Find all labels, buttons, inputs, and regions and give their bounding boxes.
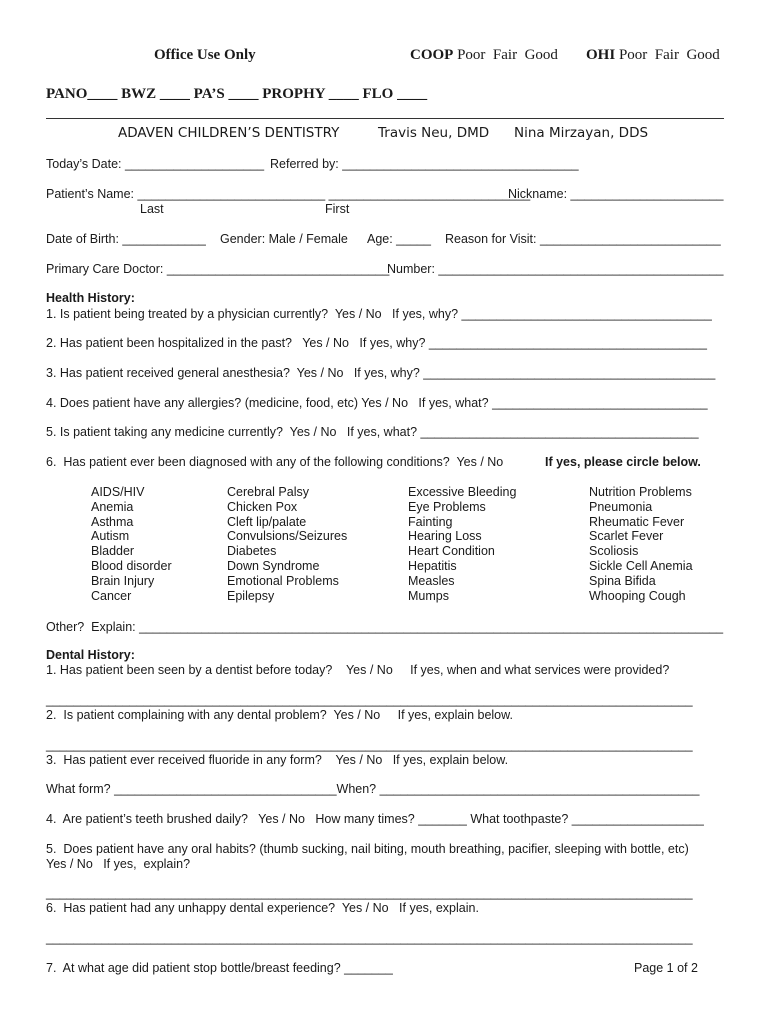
dob-field[interactable]: Date of Birth: ____________ (46, 232, 206, 246)
dental-history-heading: Dental History: (46, 648, 135, 662)
conditions-column-2 (227, 485, 347, 603)
conditions-column-1 (91, 485, 172, 603)
condition-item[interactable]: Cancer (91, 588, 132, 603)
answer-line[interactable]: _____________________________________________________________________________________________ (46, 886, 693, 900)
conditions-column-4 (589, 485, 693, 603)
condition-item[interactable]: Cerebral Palsy (227, 485, 309, 499)
dental-question-1[interactable]: 1. Has patient been seen by a dentist before today? Yes / No If yes, when and what services were provided? (46, 663, 670, 677)
dental-question-6[interactable]: 6. Has patient had any unhappy dental experience? Yes / No If yes, explain. (46, 901, 479, 915)
condition-item[interactable]: Chicken Pox (227, 499, 298, 514)
dental-question-4[interactable]: 4. Are patient’s teeth brushed daily? Yes / No How many times? _______ What toothpaste? ___________________ (46, 812, 704, 826)
health-history-heading: Health History: (46, 291, 135, 305)
other-explain-field[interactable]: Other? Explain: ____________________________________________________________________________________ (46, 620, 724, 634)
condition-item[interactable]: Nutrition Problems (589, 485, 692, 499)
conditions-column-3 (408, 485, 516, 603)
office-use-title: Office Use Only (154, 47, 256, 63)
page-number: Page 1 of 2 (634, 961, 698, 975)
dental-question-7[interactable]: 7. At what age did patient stop bottle/breast feeding? _______ (46, 961, 393, 975)
phone-number-field[interactable]: Number: _________________________________________ (387, 262, 724, 276)
condition-item[interactable]: Hearing Loss (408, 529, 482, 544)
answer-line[interactable]: _____________________________________________________________________________________________ (46, 738, 693, 752)
coop-label: COOP (410, 47, 454, 63)
condition-item[interactable]: Bladder (91, 544, 135, 559)
doctor-1: Travis Neu, DMD (378, 125, 490, 141)
condition-item[interactable]: Down Syndrome (227, 558, 320, 573)
condition-item[interactable]: Convulsions/Seizures (227, 529, 348, 544)
gender-field[interactable]: Gender: Male / Female (220, 232, 348, 246)
condition-item[interactable]: Excessive Bleeding (408, 485, 517, 499)
condition-item[interactable]: Eye Problems (408, 499, 486, 514)
condition-item[interactable]: Autism (91, 529, 130, 544)
referred-by-field[interactable]: Referred by: __________________________________ (270, 157, 579, 171)
condition-item[interactable]: Heart Condition (408, 544, 495, 559)
health-question-4[interactable]: 4. Does patient have any allergies? (medicine, food, etc) Yes / No If yes, what? _______________________________ (46, 396, 708, 410)
office-codes-line: PANO____ BWZ ____ PA’S ____ PROPHY ____ FLO ____ (46, 86, 428, 102)
condition-item[interactable]: Sickle Cell Anemia (589, 558, 693, 573)
condition-item[interactable]: Epilepsy (227, 588, 275, 603)
condition-item[interactable]: Cleft lip/palate (227, 514, 307, 529)
answer-line[interactable]: _____________________________________________________________________________________________ (46, 931, 693, 945)
ohi-label: OHI (586, 47, 616, 63)
condition-item[interactable]: Spina Bifida (589, 573, 656, 588)
first-name-label: First (325, 202, 350, 216)
condition-item[interactable]: Anemia (91, 499, 134, 514)
health-question-1[interactable]: 1. Is patient being treated by a physician currently? Yes / No If yes, why? ____________________________________ (46, 307, 712, 321)
header-divider (46, 118, 724, 119)
condition-item[interactable]: Measles (408, 573, 455, 588)
dental-question-5-continued[interactable]: Yes / No If yes, explain? (46, 857, 191, 871)
condition-item[interactable]: Asthma (91, 514, 134, 529)
primary-care-doctor-field[interactable]: Primary Care Doctor: ________________________________ (46, 262, 390, 276)
dental-question-5[interactable]: 5. Does patient have any oral habits? (thumb sucking, nail biting, mouth breathing, pacifier, sleeping with bottle, etc) (46, 842, 689, 856)
age-field[interactable]: Age: _____ (367, 232, 431, 246)
condition-item[interactable]: Blood disorder (91, 558, 172, 573)
condition-item[interactable]: Scarlet Fever (589, 529, 664, 544)
todays-date-field[interactable]: Today’s Date: ____________________ (46, 157, 265, 171)
ohi-rating (586, 47, 720, 64)
dental-question-3[interactable]: 3. Has patient ever received fluoride in any form? Yes / No If yes, explain below. (46, 753, 509, 767)
health-question-2[interactable]: 2. Has patient been hospitalized in the past? Yes / No If yes, why? ________________________________________ (46, 336, 707, 350)
condition-item[interactable]: Fainting (408, 514, 453, 529)
health-question-5[interactable]: 5. Is patient taking any medicine currently? Yes / No If yes, what? ________________________________________ (46, 425, 699, 439)
patient-name-field[interactable]: Patient’s Name: ___________________________ _____________________________ (46, 187, 531, 201)
health-question-6[interactable]: 6. Has patient ever been diagnosed with any of the following conditions? Yes / No (46, 455, 504, 469)
condition-item[interactable]: Whooping Cough (589, 588, 686, 603)
coop-rating (410, 47, 558, 64)
circle-instruction: If yes, please circle below. (545, 455, 701, 469)
coop-scale: Poor Fair Good (457, 47, 558, 63)
dental-question-2[interactable]: 2. Is patient complaining with any dental problem? Yes / No If yes, explain below. (46, 708, 513, 722)
nickname-field[interactable]: Nickname: ______________________ (508, 187, 724, 201)
clinic-name: ADAVEN CHILDREN’S DENTISTRY (118, 125, 340, 141)
fluoride-form-field[interactable]: What form? ________________________________When? ______________________________________________ (46, 782, 700, 796)
condition-item[interactable]: Brain Injury (91, 573, 155, 588)
health-question-3[interactable]: 3. Has patient received general anesthesia? Yes / No If yes, why? __________________________________________ (46, 366, 716, 380)
last-name-label: Last (140, 202, 164, 216)
condition-item[interactable]: Hepatitis (408, 558, 457, 573)
condition-item[interactable]: Pneumonia (589, 499, 653, 514)
condition-item[interactable]: AIDS/HIV (91, 485, 145, 499)
condition-item[interactable]: Mumps (408, 588, 449, 603)
condition-item[interactable]: Diabetes (227, 544, 277, 559)
answer-line[interactable]: _____________________________________________________________________________________________ (46, 693, 693, 707)
ohi-scale: Poor Fair Good (618, 47, 720, 63)
condition-item[interactable]: Emotional Problems (227, 573, 339, 588)
condition-item[interactable]: Rheumatic Fever (589, 514, 685, 529)
reason-for-visit-field[interactable]: Reason for Visit: __________________________ (445, 232, 721, 246)
condition-item[interactable]: Scoliosis (589, 544, 639, 559)
doctor-2: Nina Mirzayan, DDS (514, 125, 649, 141)
